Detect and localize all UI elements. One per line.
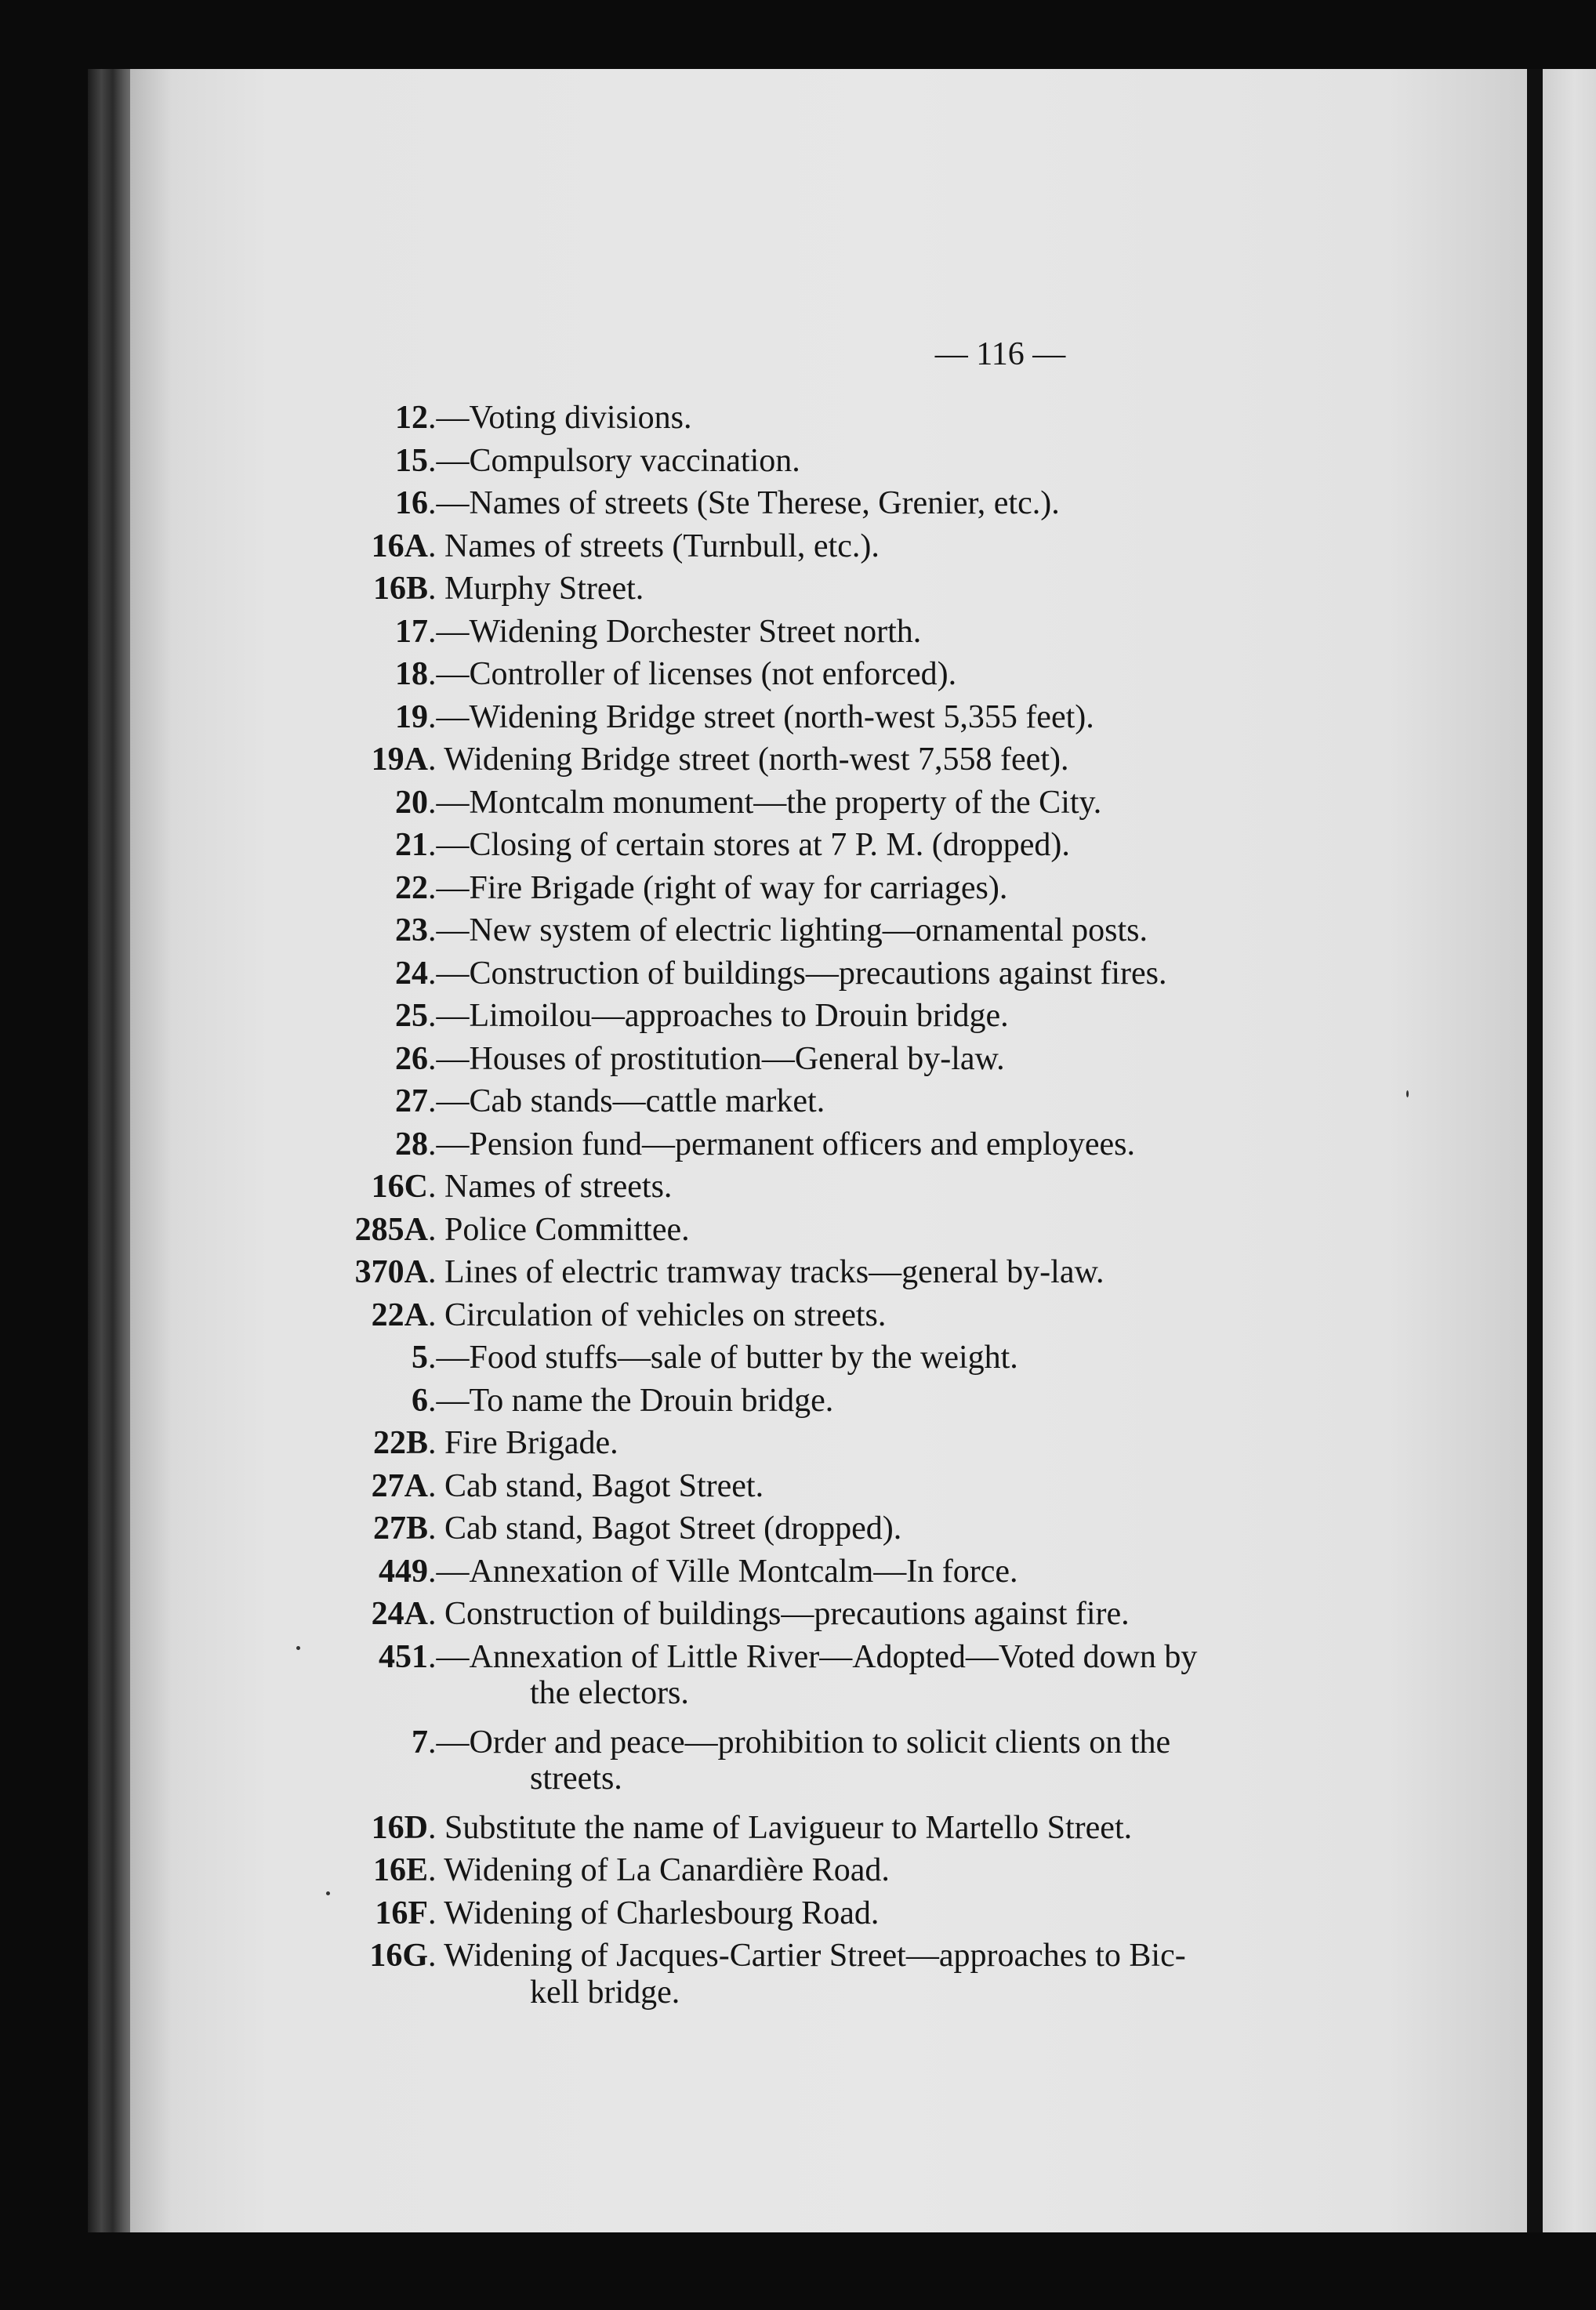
bylaw-title: .—Closing of certain stores at 7 P. M. (dropped). xyxy=(428,827,1070,863)
bylaw-title: .—To name the Drouin bridge. xyxy=(428,1382,834,1419)
page-number: — 116 — xyxy=(934,336,1066,372)
bylaw-entry xyxy=(295,1082,825,1121)
bylaw-list xyxy=(130,69,1527,2232)
bylaw-title: .—Food stuffs—sale of butter by the weight. xyxy=(428,1340,1018,1376)
bylaw-title: .—Order and peace—prohibition to solicit clients on the xyxy=(428,1724,1171,1761)
book-binding xyxy=(88,69,133,2232)
bylaw-entry xyxy=(295,698,1094,737)
bylaw-number: 24 xyxy=(395,955,428,992)
bylaw-title: .—Montcalm monument—the property of the City. xyxy=(428,784,1102,821)
bylaw-entry xyxy=(295,1039,1005,1079)
bylaw-number: 16A xyxy=(371,528,428,564)
bylaw-entry xyxy=(295,1723,1170,1762)
bylaw-number: 27 xyxy=(395,1083,428,1119)
bylaw-number: 19A xyxy=(371,742,428,778)
bylaw-number: 16E xyxy=(372,1852,428,1888)
bylaw-title: .—Annexation of Little River—Adopted—Voted down by xyxy=(428,1638,1198,1675)
paper-speck xyxy=(326,1891,330,1895)
bylaw-entry xyxy=(295,996,1009,1035)
bylaw-title: .—Houses of prostitution—General by-law. xyxy=(428,1040,1005,1077)
bylaw-entry xyxy=(295,1467,764,1506)
bylaw-number: 24A xyxy=(371,1596,428,1632)
page-gutter xyxy=(1527,69,1543,2232)
bylaw-number: 23 xyxy=(395,912,428,948)
bylaw-number: 25 xyxy=(395,998,428,1034)
bylaw-number: 16B xyxy=(372,571,428,607)
bylaw-number: 20 xyxy=(395,784,428,821)
bylaw-entry xyxy=(295,1509,901,1548)
bylaw-entry xyxy=(295,1296,886,1335)
bylaw-entry xyxy=(295,1936,1186,1975)
bylaw-title: . Fire Brigade. xyxy=(428,1425,618,1461)
bylaw-number: 5 xyxy=(412,1340,428,1376)
bylaw-entry xyxy=(295,954,1167,993)
bylaw-entry xyxy=(295,825,1070,865)
bylaw-title: .—Compulsory vaccination. xyxy=(428,442,800,479)
bylaw-number: 16C xyxy=(371,1169,428,1205)
bylaw-entry xyxy=(295,783,1101,822)
bylaw-title: .—Annexation of Ville Montcalm—In force. xyxy=(428,1553,1018,1590)
bylaw-number: 6 xyxy=(412,1382,428,1419)
bylaw-title: . Widening of Charlesbourg Road. xyxy=(428,1895,880,1931)
bylaw-entry xyxy=(295,1851,890,1890)
bylaw-number: 27A xyxy=(371,1467,428,1504)
bylaw-title: . Lines of electric tramway tracks—general by-law. xyxy=(428,1254,1105,1290)
bylaw-number: 22A xyxy=(371,1296,428,1333)
bylaw-number: 285A xyxy=(354,1211,428,1248)
bylaw-number: 22B xyxy=(372,1425,428,1461)
bylaw-entry xyxy=(295,612,921,651)
bylaw-entry xyxy=(295,1637,1197,1677)
bylaw-number: 26 xyxy=(395,1040,428,1077)
bylaw-entry xyxy=(295,1594,1130,1634)
bylaw-title: .—Names of streets (Ste Therese, Grenier, etc.). xyxy=(428,485,1060,521)
bylaw-title: .—Widening Dorchester Street north. xyxy=(428,613,922,650)
bylaw-number: 17 xyxy=(395,613,428,650)
bylaw-number: 12 xyxy=(395,400,428,436)
bylaw-entry xyxy=(295,869,1007,908)
bylaw-title: . Circulation of vehicles on streets. xyxy=(428,1296,887,1333)
bylaw-number: 27B xyxy=(372,1510,428,1547)
bylaw-entry xyxy=(295,740,1068,779)
bylaw-entry xyxy=(295,1125,1135,1164)
bylaw-title-continuation: kell bridge. xyxy=(530,1974,680,2011)
bylaw-entry xyxy=(295,1167,672,1206)
bylaw-number: 7 xyxy=(412,1724,428,1761)
bylaw-entry xyxy=(295,398,691,437)
bylaw-title-continuation: streets. xyxy=(530,1761,622,1797)
bylaw-entry xyxy=(295,1423,618,1463)
bylaw-title: . Construction of buildings—precautions against fire. xyxy=(428,1596,1130,1632)
bylaw-title: .—Pension fund—permanent officers and employees. xyxy=(428,1126,1135,1162)
bylaw-number: 21 xyxy=(395,827,428,863)
bylaw-number: 16F xyxy=(375,1895,428,1931)
bylaw-title: . Cab stand, Bagot Street (dropped). xyxy=(428,1510,902,1547)
bylaw-number: 28 xyxy=(395,1126,428,1162)
bylaw-number: 19 xyxy=(395,698,428,735)
bylaw-title: .—Widening Bridge street (north-west 5,355 feet). xyxy=(428,698,1094,735)
bylaw-title: . Widening Bridge street (north-west 7,558 feet). xyxy=(428,742,1069,778)
bylaw-number: 15 xyxy=(395,442,428,479)
bylaw-title: . Names of streets (Turnbull, etc.). xyxy=(428,528,880,564)
bylaw-entry xyxy=(295,655,956,694)
bylaw-title: . Murphy Street. xyxy=(428,571,644,607)
bylaw-title: .—Voting divisions. xyxy=(428,400,692,436)
bylaw-number: 451 xyxy=(379,1638,428,1675)
bylaw-entry xyxy=(295,1210,690,1249)
bylaw-number: 16D xyxy=(371,1809,428,1846)
bylaw-title: .—Limoilou—approaches to Drouin bridge. xyxy=(428,998,1009,1034)
bylaw-number: 449 xyxy=(379,1553,428,1590)
bylaw-title: .—Cab stands—cattle market. xyxy=(428,1083,825,1119)
bylaw-title: . Widening of Jacques-Cartier Street—approaches to Bic- xyxy=(428,1938,1186,1974)
bylaw-title: . Substitute the name of Lavigueur to Martello Street. xyxy=(428,1809,1133,1846)
bylaw-title: . Widening of La Canardière Road. xyxy=(428,1852,890,1888)
bylaw-title: . Police Committee. xyxy=(428,1211,690,1248)
bylaw-entry xyxy=(295,569,644,608)
paper-speck xyxy=(1406,1090,1409,1097)
bylaw-entry xyxy=(295,911,1148,950)
bylaw-number: 22 xyxy=(395,869,428,906)
bylaw-number: 16 xyxy=(395,485,428,521)
bylaw-entry xyxy=(295,484,1060,523)
bylaw-entry xyxy=(295,1894,879,1933)
bylaw-number: 370A xyxy=(354,1254,428,1290)
bylaw-title: .—New system of electric lighting—ornamental posts. xyxy=(428,912,1148,948)
bylaw-title: .—Controller of licenses (not enforced). xyxy=(428,656,957,692)
bylaw-title-continuation: the electors. xyxy=(530,1675,689,1711)
bylaw-number: 18 xyxy=(395,656,428,692)
next-page-edge xyxy=(1543,69,1596,2232)
bylaw-entry xyxy=(295,1808,1132,1848)
book-page xyxy=(130,69,1527,2232)
paper-speck xyxy=(296,1646,300,1650)
bylaw-entry xyxy=(295,527,880,566)
bylaw-entry xyxy=(295,1552,1018,1591)
bylaw-entry xyxy=(295,1253,1105,1292)
bylaw-entry xyxy=(295,1381,833,1420)
bylaw-number: 16G xyxy=(369,1938,428,1974)
bylaw-title: .—Fire Brigade (right of way for carriages). xyxy=(428,869,1008,906)
bylaw-entry xyxy=(295,1338,1018,1377)
bylaw-title: . Cab stand, Bagot Street. xyxy=(428,1467,764,1504)
bylaw-title: .—Construction of buildings—precautions against fires. xyxy=(428,955,1167,992)
bylaw-title: . Names of streets. xyxy=(428,1169,673,1205)
bylaw-entry xyxy=(295,441,800,480)
